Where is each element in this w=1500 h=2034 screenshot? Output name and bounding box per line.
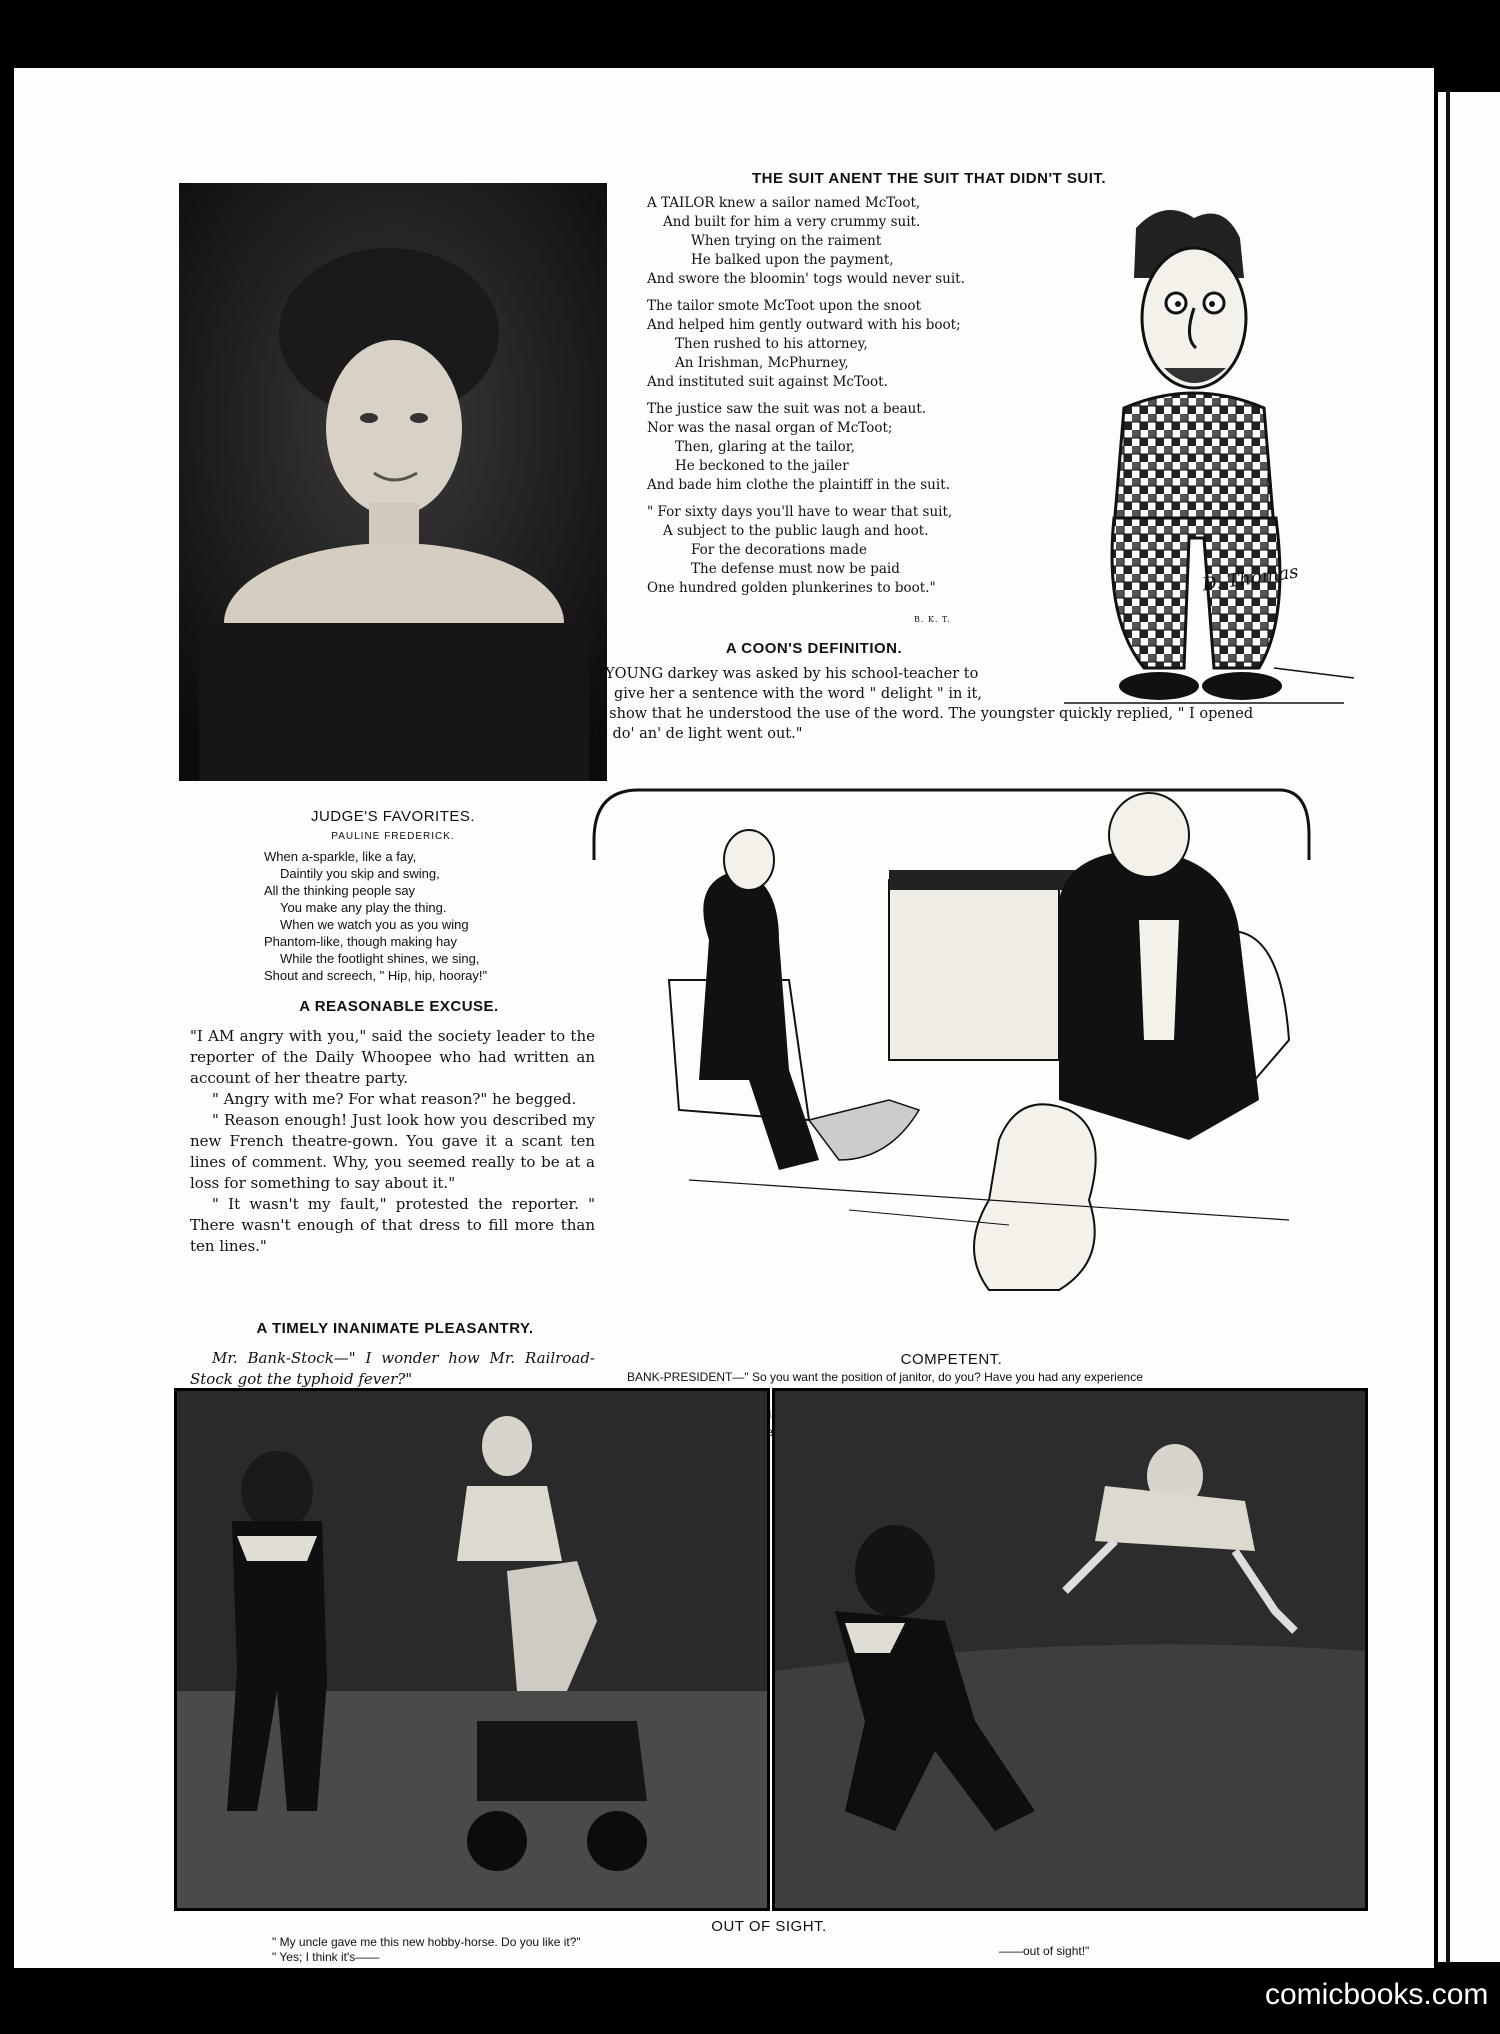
sight-title: OUT OF SIGHT. — [711, 1918, 827, 1935]
poem-line: Nor was the nasal organ of McToot; — [647, 420, 893, 436]
poem-line: When we watch you as you wing — [280, 917, 469, 932]
excuse-paragraph: " Angry with me? For what reason?" he begged. — [212, 1090, 577, 1108]
mctoot-illustration — [1044, 198, 1374, 728]
poem-line: When a-sparkle, like a fay, — [264, 849, 417, 864]
poem-line: A TAILOR knew a sailor named McToot, — [647, 195, 921, 211]
portrait-heading: JUDGE'S FAVORITES. — [310, 808, 476, 825]
competent-title: COMPETENT. — [900, 1351, 1003, 1368]
sight-line-3: ——out of sight!" — [999, 1944, 1090, 1958]
poem-line: The defense must now be paid — [691, 561, 900, 577]
pleasantry-title: A TIMELY INANIMATE PLEASANTRY. — [256, 1320, 534, 1337]
poem-line: Daintily you skip and swing, — [280, 866, 440, 881]
suit-stanza — [647, 503, 1067, 598]
fallen-photo — [772, 1388, 1368, 1911]
suit-stanza — [647, 297, 1067, 392]
poem-line: And swore the bloomin' togs would never suit. — [647, 271, 965, 287]
poem-line: He beckoned to the jailer — [675, 458, 849, 474]
poem-line: A subject to the public laugh and hoot. — [663, 523, 929, 539]
poem-line: Shout and screech, " Hip, hip, hooray!" — [264, 968, 488, 983]
competent-line: west — [757, 1425, 783, 1439]
poem-line: Then rushed to his attorney, — [675, 336, 868, 352]
mctoot-signature: D. Thomas — [1201, 561, 1300, 596]
excuse-paragraph: " It wasn't my fault," protested the reporter. " There wasn't enough of that dress to fill more than ten lines." — [190, 1195, 595, 1255]
portrait-poem — [264, 848, 604, 984]
coon-line: A YOUNG darkey was asked by his school-teacher to — [590, 666, 979, 682]
sight-line-2: " Yes; I think it's—— — [272, 1950, 380, 1964]
poem-line: He balked upon the payment, — [691, 252, 894, 268]
poem-line: " For sixty days you'll have to wear that suit, — [647, 504, 953, 520]
poem-line: An Irishman, McPhurney, — [675, 355, 849, 371]
portrait-photo — [179, 183, 607, 781]
poem-line: All the thinking people say — [264, 883, 416, 898]
watermark: comicbooks.com — [1265, 1978, 1489, 2011]
magazine-page — [14, 68, 1434, 1968]
poem-line: You make any play the thing. — [280, 900, 447, 915]
sight-line-1: " My uncle gave me this new hobby-horse. Do you like it?" — [272, 1935, 581, 1949]
excuse-title: A REASONABLE EXCUSE. — [299, 998, 499, 1015]
excuse-paragraph: "I AM angry with you," said the society leader to the reporter of the Daily Whoopee who had written an account of her theatre party. — [190, 1027, 595, 1087]
suit-stanza — [647, 400, 1067, 495]
facing-page-edge — [1438, 92, 1500, 1962]
coon-body — [590, 664, 1330, 744]
suit-initials: B. K. T. — [914, 615, 951, 624]
competent-line: BANK-PRESIDENT—" So you want the position of janitor, do you? Have you had any experience — [627, 1370, 1143, 1384]
poem-line: Phantom-like, though making hay — [264, 934, 457, 949]
coon-title: A COON'S DEFINITION. — [725, 640, 903, 657]
suit-stanza — [647, 194, 1067, 289]
poem-line: One hundred golden plunkerines to boot." — [647, 580, 936, 596]
suit-title: THE SUIT ANENT THE SUIT THAT DIDN'T SUIT. — [751, 170, 1107, 187]
poem-line: While the footlight shines, we sing, — [280, 951, 480, 966]
coon-line: de do' an' de light went out." — [590, 726, 803, 742]
excuse-paragraph: " Reason enough! Just look how you described my new French theatre-gown. You gave it a scant ten lines of comment. Why, you seemed really to be at a loss for something to say about it." — [190, 1111, 595, 1192]
portrait-subject: PAULINE FREDERICK. — [331, 831, 455, 842]
poem-line: And instituted suit against McToot. — [647, 374, 888, 390]
competent-illustration — [589, 780, 1314, 1340]
poem-line: The tailor smote McToot upon the snoot — [647, 298, 921, 314]
poem-line: And helped him gently outward with his boot; — [647, 317, 961, 333]
poem-line: And built for him a very crummy suit. — [663, 214, 921, 230]
poem-line: The justice saw the suit was not a beaut. — [647, 401, 927, 417]
pleasantry-line: Mr. Bank-Stock—" I wonder how Mr. Railroad-Stock got the typhoid fever?" — [190, 1349, 595, 1388]
poem-line: When trying on the raiment — [691, 233, 882, 249]
coon-line: to show that he understood the use of the word. The youngster quickly replied, " I opened — [590, 706, 1254, 722]
hobby-horse-photo — [174, 1388, 770, 1911]
poem-line: And bade him clothe the plaintiff in the suit. — [647, 477, 950, 493]
poem-line: Then, glaring at the tailor, — [675, 439, 856, 455]
poem-line: For the decorations made — [691, 542, 867, 558]
suit-poem — [647, 194, 1067, 598]
coon-line: give her a sentence with the word " delight " in it, — [614, 686, 982, 702]
excuse-body — [190, 1026, 595, 1257]
